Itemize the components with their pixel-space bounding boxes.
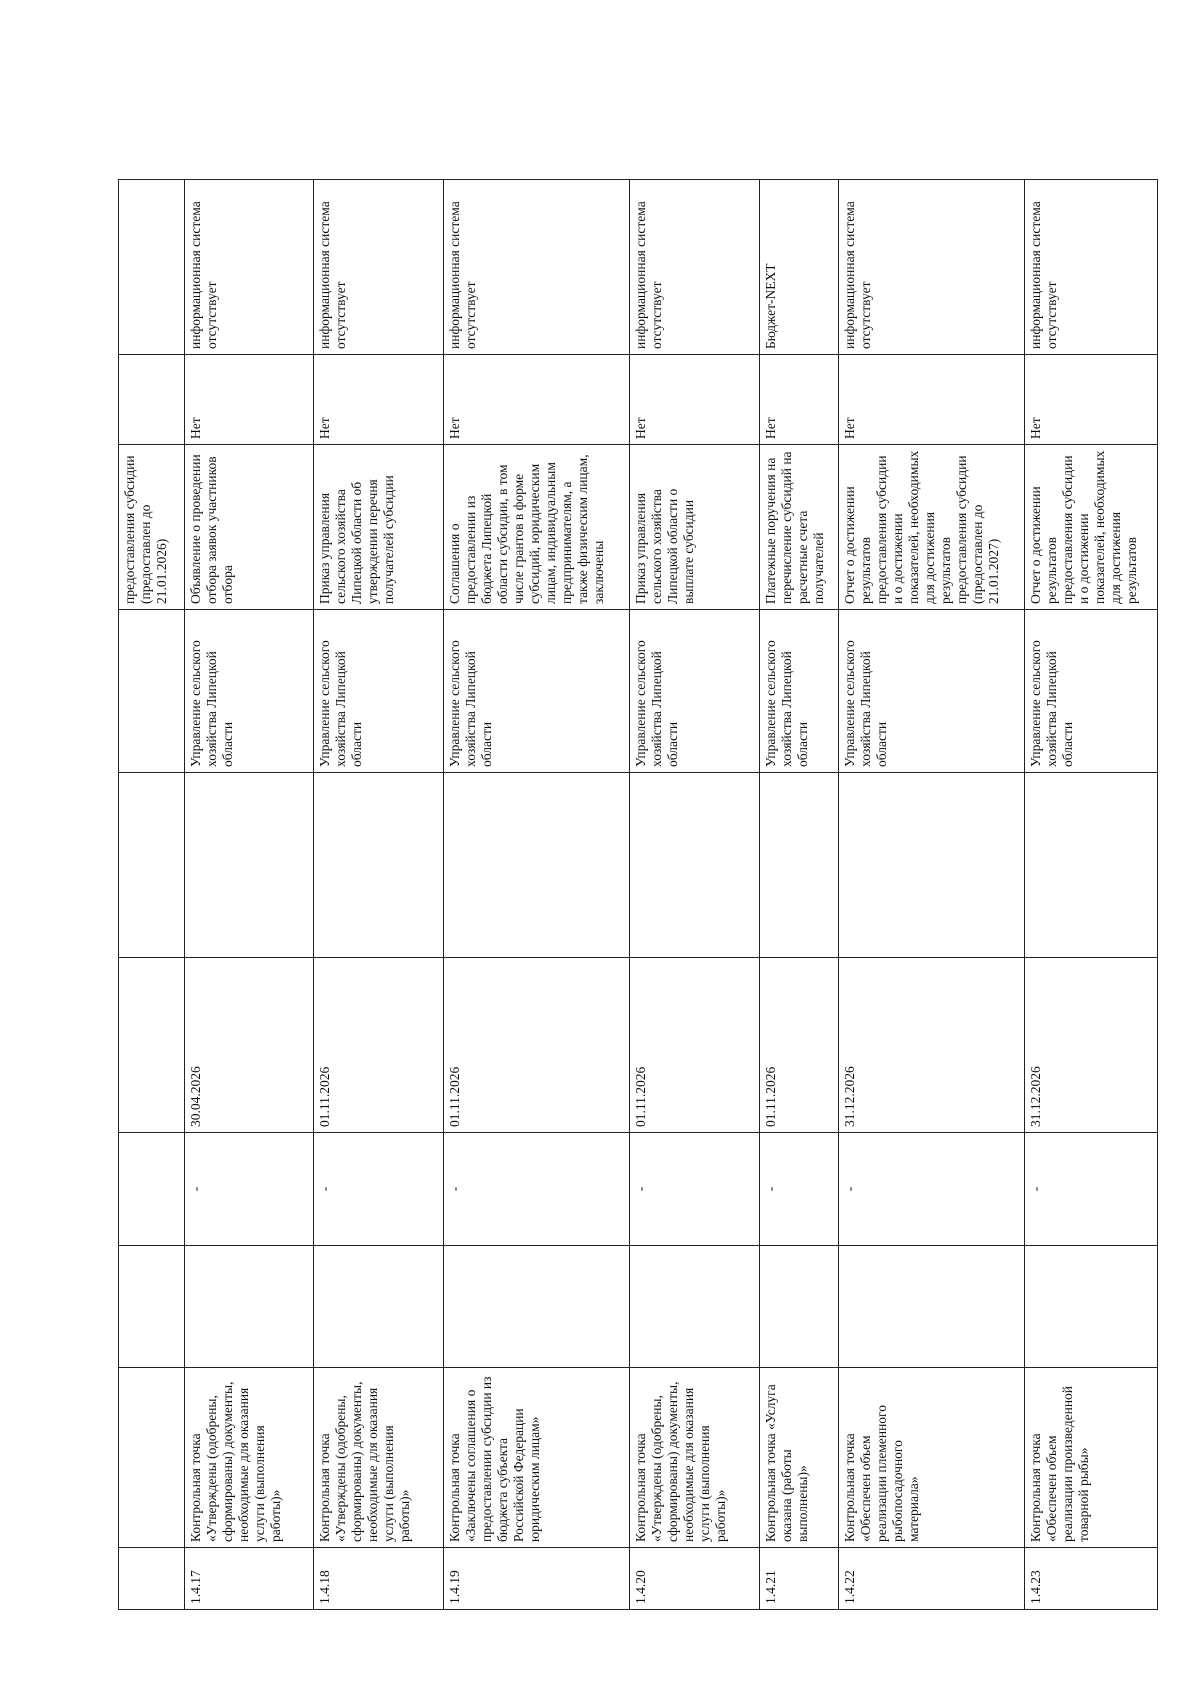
confirming-document: Объявление о проведении отбора заявок участников отбора — [184, 445, 313, 610]
dash-cell: - — [314, 1133, 443, 1246]
information-system: информационная система отсутствует — [838, 180, 1024, 355]
date-cell: 01.11.2026 — [630, 958, 759, 1133]
dash-cell: - — [759, 1133, 838, 1246]
flag-cell: Нет — [314, 355, 443, 445]
date-cell: 01.11.2026 — [443, 958, 629, 1133]
empty-cell — [838, 1246, 1024, 1368]
table-row — [184, 180, 313, 1610]
empty-cell — [184, 773, 313, 958]
empty-cell — [314, 1246, 443, 1368]
row-number: 1.4.20 — [630, 1548, 759, 1610]
empty-cell — [759, 773, 838, 958]
dash-cell: - — [443, 1133, 629, 1246]
control-point-name: Контрольная точка «Обеспечен объем реализации произведенной товарной рыбы» — [1025, 1368, 1158, 1548]
information-system: информационная система отсутствует — [630, 180, 759, 355]
empty-cell — [443, 773, 629, 958]
date-cell: 31.12.2026 — [838, 958, 1024, 1133]
control-point-name: Контрольная точка «Утверждены (одобрены, сформированы) документы, необходимые для оказания услуги (выполнения работы)» — [184, 1368, 313, 1548]
responsible-executor: Управление сельского хозяйства Липецкой области — [630, 610, 759, 773]
dash-cell: - — [838, 1133, 1024, 1246]
empty-cell — [759, 1246, 838, 1368]
responsible-executor: Управление сельского хозяйства Липецкой области — [184, 610, 313, 773]
date-cell: 31.12.2026 — [1025, 958, 1158, 1133]
row-number: 1.4.19 — [443, 1548, 629, 1610]
flag-cell: Нет — [759, 355, 838, 445]
row-number: 1.4.21 — [759, 1548, 838, 1610]
empty-cell — [314, 773, 443, 958]
empty-cell — [443, 1246, 629, 1368]
row-number: 1.4.23 — [1025, 1548, 1158, 1610]
row-number: 1.4.18 — [314, 1548, 443, 1610]
information-system: информационная система отсутствует — [184, 180, 313, 355]
confirming-document: Приказ управления сельского хозяйства Липецкой области об утверждении перечня получателей субсидии — [314, 445, 443, 610]
row-number: 1.4.17 — [184, 1548, 313, 1610]
table-row-continuation — [119, 180, 185, 1610]
responsible-executor: Управление сельского хозяйства Липецкой области — [443, 610, 629, 773]
empty-cell — [1025, 1246, 1158, 1368]
date-cell: 30.04.2026 — [184, 958, 313, 1133]
table-body — [119, 180, 1158, 1610]
control-point-name: Контрольная точка «Обеспечен объем реализации племенного рыбопосадочного материала» — [838, 1368, 1024, 1548]
table-row — [838, 180, 1024, 1610]
confirming-document: Соглашения о предоставлении из бюджета Липецкой области субсидии, в том числе грантов в форме субсидий, юридическим лицам, индивидуальным предпринимателям, а также физическим лицам, заключены — [443, 445, 629, 610]
flag-cell: Нет — [1025, 355, 1158, 445]
rotated-document-page — [118, 180, 1158, 1610]
table-row — [314, 180, 443, 1610]
information-system: информационная система отсутствует — [1025, 180, 1158, 355]
dash-cell: - — [184, 1133, 313, 1246]
table-row — [630, 180, 759, 1610]
control-point-name: Контрольная точка «Утверждены (одобрены, сформированы) документы, необходимые для оказания услуги (выполнения работы)» — [314, 1368, 443, 1548]
flag-cell: Нет — [630, 355, 759, 445]
information-system: информационная система отсутствует — [314, 180, 443, 355]
control-point-name: Контрольная точка «Услуга оказана (работы выполнены)» — [759, 1368, 838, 1548]
control-points-table — [118, 179, 1158, 1610]
responsible-executor: Управление сельского хозяйства Липецкой области — [759, 610, 838, 773]
empty-cell — [184, 1246, 313, 1368]
responsible-executor: Управление сельского хозяйства Липецкой области — [314, 610, 443, 773]
dash-cell: - — [1025, 1133, 1158, 1246]
confirming-document: Приказ управления сельского хозяйства Липецкой области о выплате субсидии — [630, 445, 759, 610]
date-cell: 01.11.2026 — [759, 958, 838, 1133]
responsible-executor: Управление сельского хозяйства Липецкой области — [838, 610, 1024, 773]
document-cell-continued: предоставления субсидии (предоставлен до 21.01.2026) — [119, 445, 185, 610]
flag-cell: Нет — [838, 355, 1024, 445]
confirming-document: Отчет о достижении результатов предоставления субсидии и о достижении показателей, необходимых для достижения результатов — [1025, 445, 1158, 610]
table-row — [1025, 180, 1158, 1610]
control-point-name: Контрольная точка «Утверждены (одобрены, сформированы) документы, необходимые для оказания услуги (выполнения работы)» — [630, 1368, 759, 1548]
responsible-executor: Управление сельского хозяйства Липецкой области — [1025, 610, 1158, 773]
information-system: Бюджет-NEXT — [759, 180, 838, 355]
confirming-document: Платежные поручения на перечисление субсидий на расчетные счета получателей — [759, 445, 838, 610]
empty-cell — [1025, 773, 1158, 958]
row-number: 1.4.22 — [838, 1548, 1024, 1610]
table-row — [759, 180, 838, 1610]
table-row — [443, 180, 629, 1610]
empty-cell — [838, 773, 1024, 958]
dash-cell: - — [630, 1133, 759, 1246]
empty-cell — [630, 773, 759, 958]
empty-cell — [630, 1246, 759, 1368]
control-point-name: Контрольная точка «Заключены соглашения о предоставлении субсидии из бюджета субъекта Российской Федерации юридическим лицам» — [443, 1368, 629, 1548]
confirming-document: Отчет о достижении результатов предоставления субсидии и о достижении показателей, необходимых для достижения результатов предоставления субсидии (предоставлен до 21.01.2027) — [838, 445, 1024, 610]
flag-cell: Нет — [184, 355, 313, 445]
flag-cell: Нет — [443, 355, 629, 445]
date-cell: 01.11.2026 — [314, 958, 443, 1133]
information-system: информационная система отсутствует — [443, 180, 629, 355]
